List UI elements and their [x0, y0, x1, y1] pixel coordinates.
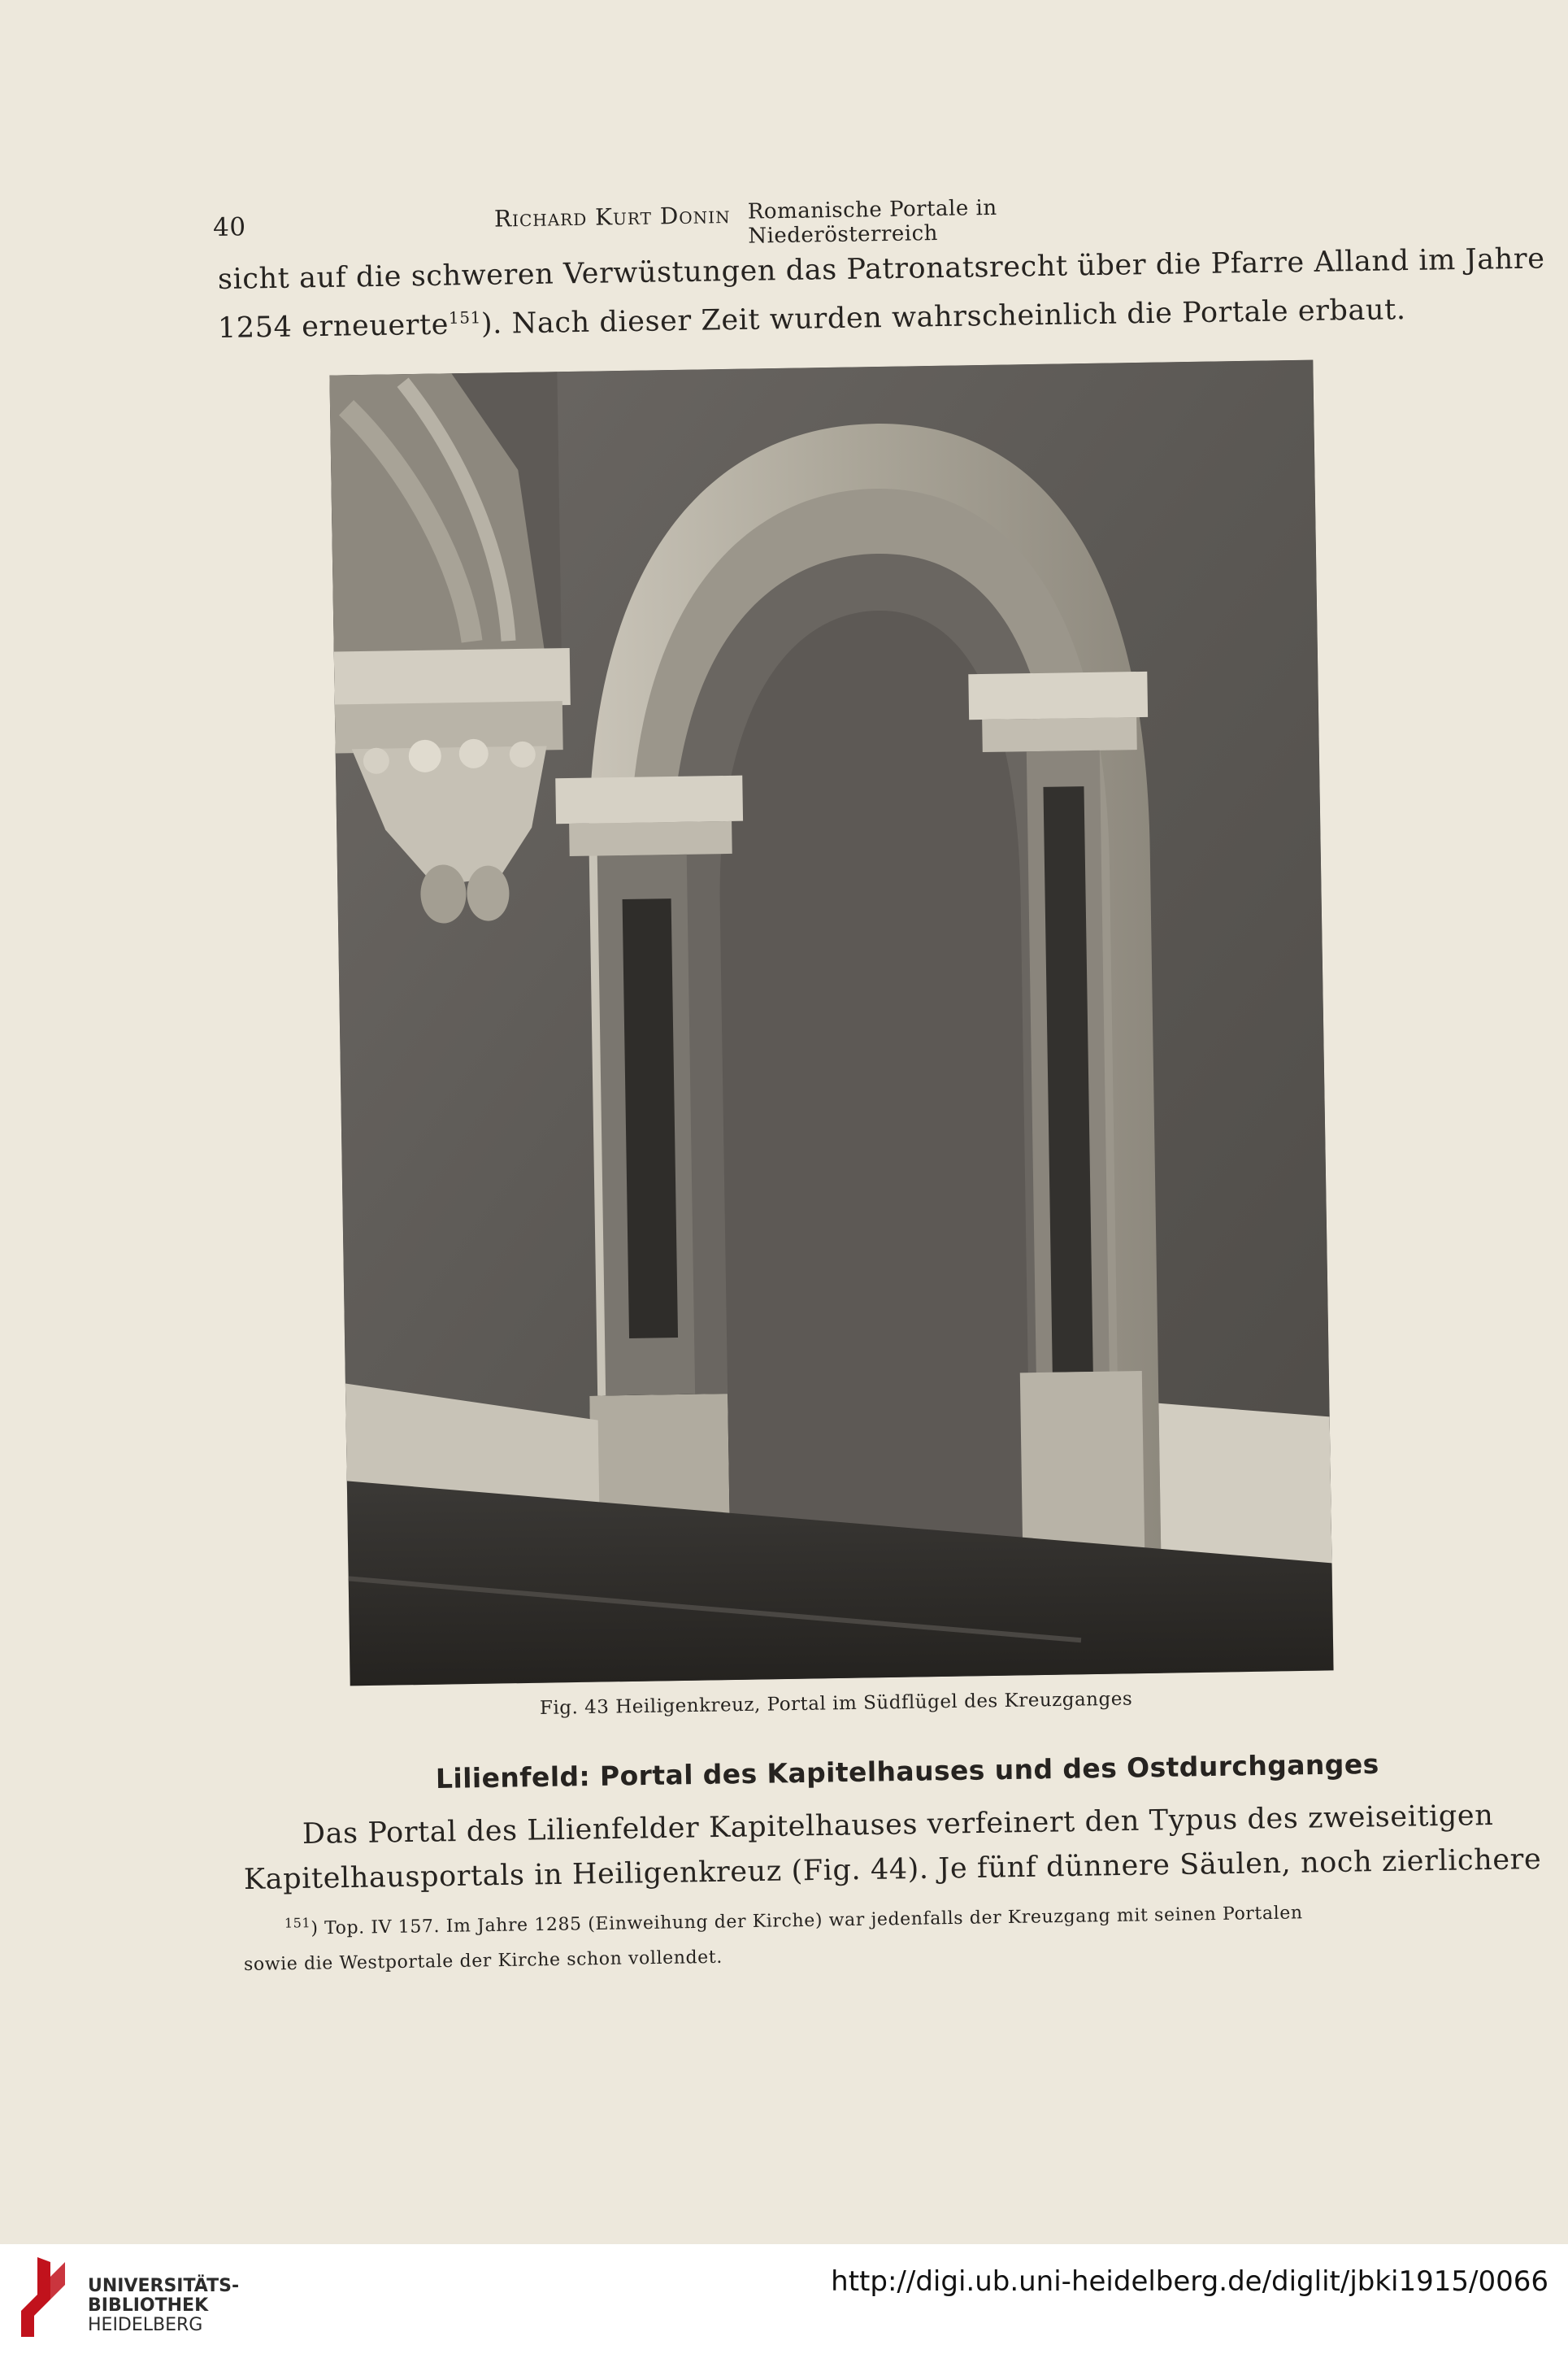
header-title: Romanische Portale in Niederösterreich [747, 195, 997, 249]
paragraph-text: 1254 erneuerte [217, 308, 450, 345]
portal-illustration [329, 360, 1333, 1686]
library-name-line: BIBLIOTHEK [88, 2295, 209, 2316]
paragraph-line: sicht auf die schweren Verwüstungen das Patronatsrecht über die Pfarre Alland im Jahre [217, 242, 1545, 296]
running-head [212, 189, 1157, 249]
paragraph-text: ). Nach dieser Zeit wurden wahrscheinlich die Portale erbaut. [480, 294, 1406, 341]
footnote-line [284, 1903, 1303, 1939]
paragraph-line: Kapitelhausportals in Heiligenkreuz (Fig. 44). Je fünf dünnere Säulen, noch zierlichere [243, 1842, 1542, 1896]
figure-photo-portal [329, 360, 1333, 1686]
paragraph-line: Das Portal des Lilienfelder Kapitelhauses verfeinert den Typus des zweiseitigen [302, 1799, 1494, 1851]
paragraph-line [218, 294, 1406, 345]
library-name-line: UNIVERSITÄTS- [88, 2276, 240, 2296]
page-number: 40 [212, 212, 246, 242]
footnote-reference[interactable]: 151 [448, 307, 482, 328]
footnote-number: 151 [284, 1915, 311, 1931]
header-author: Richard Kurt Donin [493, 202, 731, 233]
library-logo-icon[interactable] [15, 2252, 72, 2342]
footnote-text: ) Top. IV 157. Im Jahre 1285 (Einweihung der Kirche) war jedenfalls der Kreuzgang mit seinen Portalen [311, 1903, 1303, 1939]
figure-caption: Fig. 43 Heiligenkreuz, Portal im Südflügel des Kreuzganges [539, 1688, 1133, 1719]
library-name [88, 2277, 239, 2335]
section-heading: Lilienfeld: Portal des Kapitelhauses und des Ostdurchganges [435, 1747, 1379, 1795]
footnote-line: sowie die Westportale der Kirche schon vollendet. [243, 1947, 723, 1975]
library-name-line: HEIDELBERG [88, 2315, 203, 2335]
source-url-link[interactable]: http://digi.ub.uni-heidelberg.de/diglit/jbki1915/0066 [831, 2265, 1548, 2298]
